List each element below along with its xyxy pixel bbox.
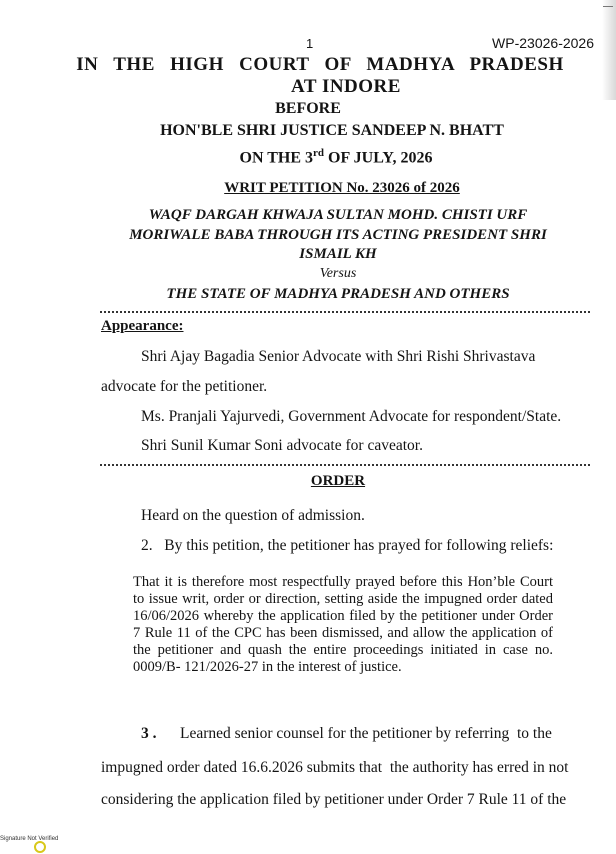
appearance-line: Shri Ajay Bagadia Senior Advocate with Shri Rishi Shrivastava <box>141 348 536 365</box>
corner-mark <box>603 0 613 7</box>
order-paragraph: impugned order dated 16.6.2026 submits that the authority has erred in not <box>101 759 569 776</box>
appearance-line: advocate for the petitioner. <box>101 378 268 395</box>
order-paragraph: considering the application filed by petitioner under Order 7 Rule 11 of the <box>101 791 567 808</box>
petitioner-line: WAQF DARGAH KHWAJA SULTAN MOHD. CHISTI URF <box>148 207 528 223</box>
date-suffix: OF JULY, 2026 <box>324 149 433 167</box>
versus-label: Versus <box>319 266 357 281</box>
page-number: 1 <box>306 36 314 51</box>
respondent-name: THE STATE OF MADHYA PRADESH AND OTHERS <box>166 286 510 302</box>
appearance-heading: Appearance: <box>101 318 184 334</box>
court-name: IN THE HIGH COURT OF MADHYA PRADESH <box>76 54 564 75</box>
petitioner-line: MORIWALE BABA THROUGH ITS ACTING PRESIDENT SHRI <box>129 227 547 243</box>
order-paragraph: 2. By this petition, the petitioner has prayed for following reliefs: <box>141 537 554 554</box>
order-heading: ORDER <box>310 473 366 489</box>
relief-quote: That it is therefore most respectfully prayed before this Hon’ble Court to issue writ, order or direction, setting aside the impugned order dated 16/06/2026 whereby the application filed by the petitioner under Order 7 Rule 11 of the CPC has been dismissed, and allow the application of the petitioner and quash the entire proceedings initiated in case no. 0009/B- 121/2026-27 in the interest of justice. <box>133 574 553 675</box>
appearance-line: Shri Sunil Kumar Soni advocate for caveator. <box>141 437 423 454</box>
date-prefix: ON THE 3 <box>239 149 314 167</box>
order-paragraph: Heard on the question of admission. <box>141 507 365 524</box>
order-date <box>0 147 616 167</box>
petitioner-line: ISMAIL KH <box>299 246 377 262</box>
dotted-divider <box>100 464 590 466</box>
court-bench: AT INDORE <box>291 76 401 97</box>
justice-name: HON'BLE SHRI JUSTICE SANDEEP N. BHATT <box>160 122 504 139</box>
dotted-divider <box>100 311 590 313</box>
appearance-line: Ms. Pranjali Yajurvedi, Government Advocate for respondent/State. <box>141 408 562 425</box>
case-reference: WP-23026-2026 <box>492 35 594 51</box>
before-label: BEFORE <box>275 100 341 117</box>
signature-check-icon <box>34 841 46 853</box>
petition-title: WRIT PETITION No. 23026 of 2026 <box>224 180 460 196</box>
signature-label: Signature Not Verified <box>0 836 59 842</box>
order-paragraph: Learned senior counsel for the petitioner by referring to the <box>180 725 552 742</box>
date-ordinal: rd <box>313 147 325 159</box>
paragraph-number: 3 . <box>141 725 157 742</box>
